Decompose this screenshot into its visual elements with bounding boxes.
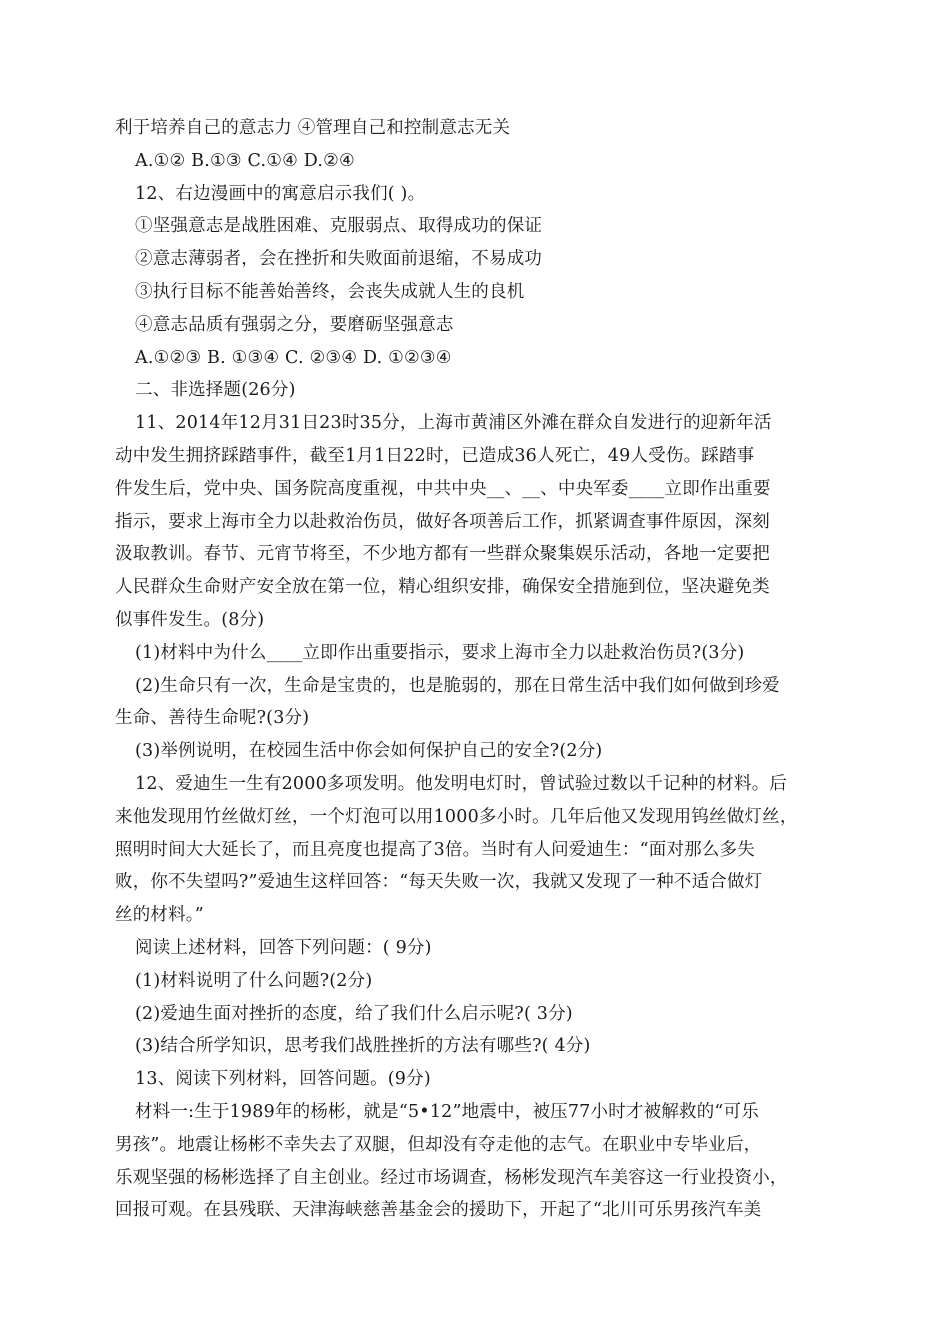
text-line: 利于培养自己的意志力 ④管理自己和控制意志无关 (115, 118, 511, 138)
text-line: 乐观坚强的杨彬选择了自主创业。经过市场调查，杨彬发现汽车美容这一行业投资小， (115, 1167, 788, 1188)
question-heading: 12、爱迪生一生有2000多项发明。他发明电灯时，曾试验过数以千记种的材料。后 (135, 773, 788, 794)
option-line: ①坚强意志是战胜困难、克服弱点、取得成功的保证 (135, 216, 543, 237)
text-line: 来他发现用竹丝做灯丝，一个灯泡可以用1000多小时。几年后他又发现用钨丝做灯丝， (115, 806, 798, 827)
text-line: 件发生后，党中央、国务院高度重视，中共中央__、__、中央军委____立即作出重要 (115, 478, 771, 499)
instruction-line: 阅读上述材料，回答下列问题：( 9分) (135, 937, 432, 958)
question-heading: 11、2014年12月31日23时35分，上海市黄浦区外滩在群众自发进行的迎新年活 (135, 413, 772, 434)
text-line: 丝的材料。” (115, 905, 204, 926)
option-line: ③执行目标不能善始善终，会丧失成就人生的良机 (135, 281, 525, 302)
text-line: 动中发生拥挤踩踏事件，截至1月1日22时，已造成36人死亡，49人受伤。踩踏事 (115, 445, 755, 466)
sub-question: (3)举例说明，在校园生活中你会如何保护自己的安全?(2分) (135, 741, 603, 762)
question-heading: 13、阅读下列材料，回答问题。(9分) (135, 1069, 431, 1090)
sub-question: (3)结合所学知识，思考我们战胜挫折的方法有哪些?( 4分) (135, 1036, 591, 1057)
text-line: 败，你不失望吗?”爱迪生这样回答：“每天失败一次，我就又发现了一种不适合做灯 (115, 872, 763, 893)
text-line: 男孩”。地震让杨彬不幸失去了双腿，但却没有夺走他的志气。在职业中专毕业后， (115, 1134, 762, 1155)
text-line: 生命、善待生命呢?(3分) (115, 708, 310, 729)
text-line: 照明时间大大延长了，而且亮度也提高了3倍。当时有人问爱迪生：“面对那么多失 (115, 839, 755, 860)
question-heading: 12、右边漫画中的寓意启示我们( )。 (135, 183, 426, 204)
section-heading: 二、非选择题(26分) (135, 380, 296, 401)
document-page (115, 112, 835, 1227)
option-line: ④意志品质有强弱之分，要磨砺坚强意志 (135, 314, 454, 335)
sub-question: (1)材料说明了什么问题?(2分) (135, 970, 373, 991)
text-line: 汲取教训。春节、元宵节将至，不少地方都有一些群众聚集娱乐活动，各地一定要把 (115, 544, 770, 565)
sub-question: (2)爱迪生面对挫折的态度，给了我们什么启示呢?( 3分) (135, 1003, 573, 1024)
text-line: 人民群众生命财产安全放在第一位，精心组织安排，确保安全措施到位，坚决避免类 (115, 577, 770, 598)
sub-question: (2)生命只有一次，生命是宝贵的，也是脆弱的，那在日常生活中我们如何做到珍爱 (135, 675, 780, 696)
option-line: ②意志薄弱者，会在挫折和失败面前退缩，不易成功 (135, 249, 543, 270)
text-line: 似事件发生。(8分) (115, 609, 265, 630)
answer-choices: A.①②③ B. ①③④ C. ②③④ D. ①②③④ (135, 347, 452, 368)
text-line: 回报可观。在县残联、天津海峡慈善基金会的援助下，开起了“北川可乐男孩汽车美 (115, 1200, 762, 1221)
text-line: 指示，要求上海市全力以赴救治伤员，做好各项善后工作，抓紧调查事件原因，深刻 (115, 511, 770, 532)
sub-question: (1)材料中为什么____立即作出重要指示，要求上海市全力以赴救治伤员?(3分) (135, 642, 745, 663)
material-line: 材料一:生于1989年的杨彬，就是“5•12”地震中，被压77小时才被解救的“可乐 (135, 1101, 759, 1122)
text-line: A.①② B.①③ C.①④ D.②④ (135, 150, 355, 171)
